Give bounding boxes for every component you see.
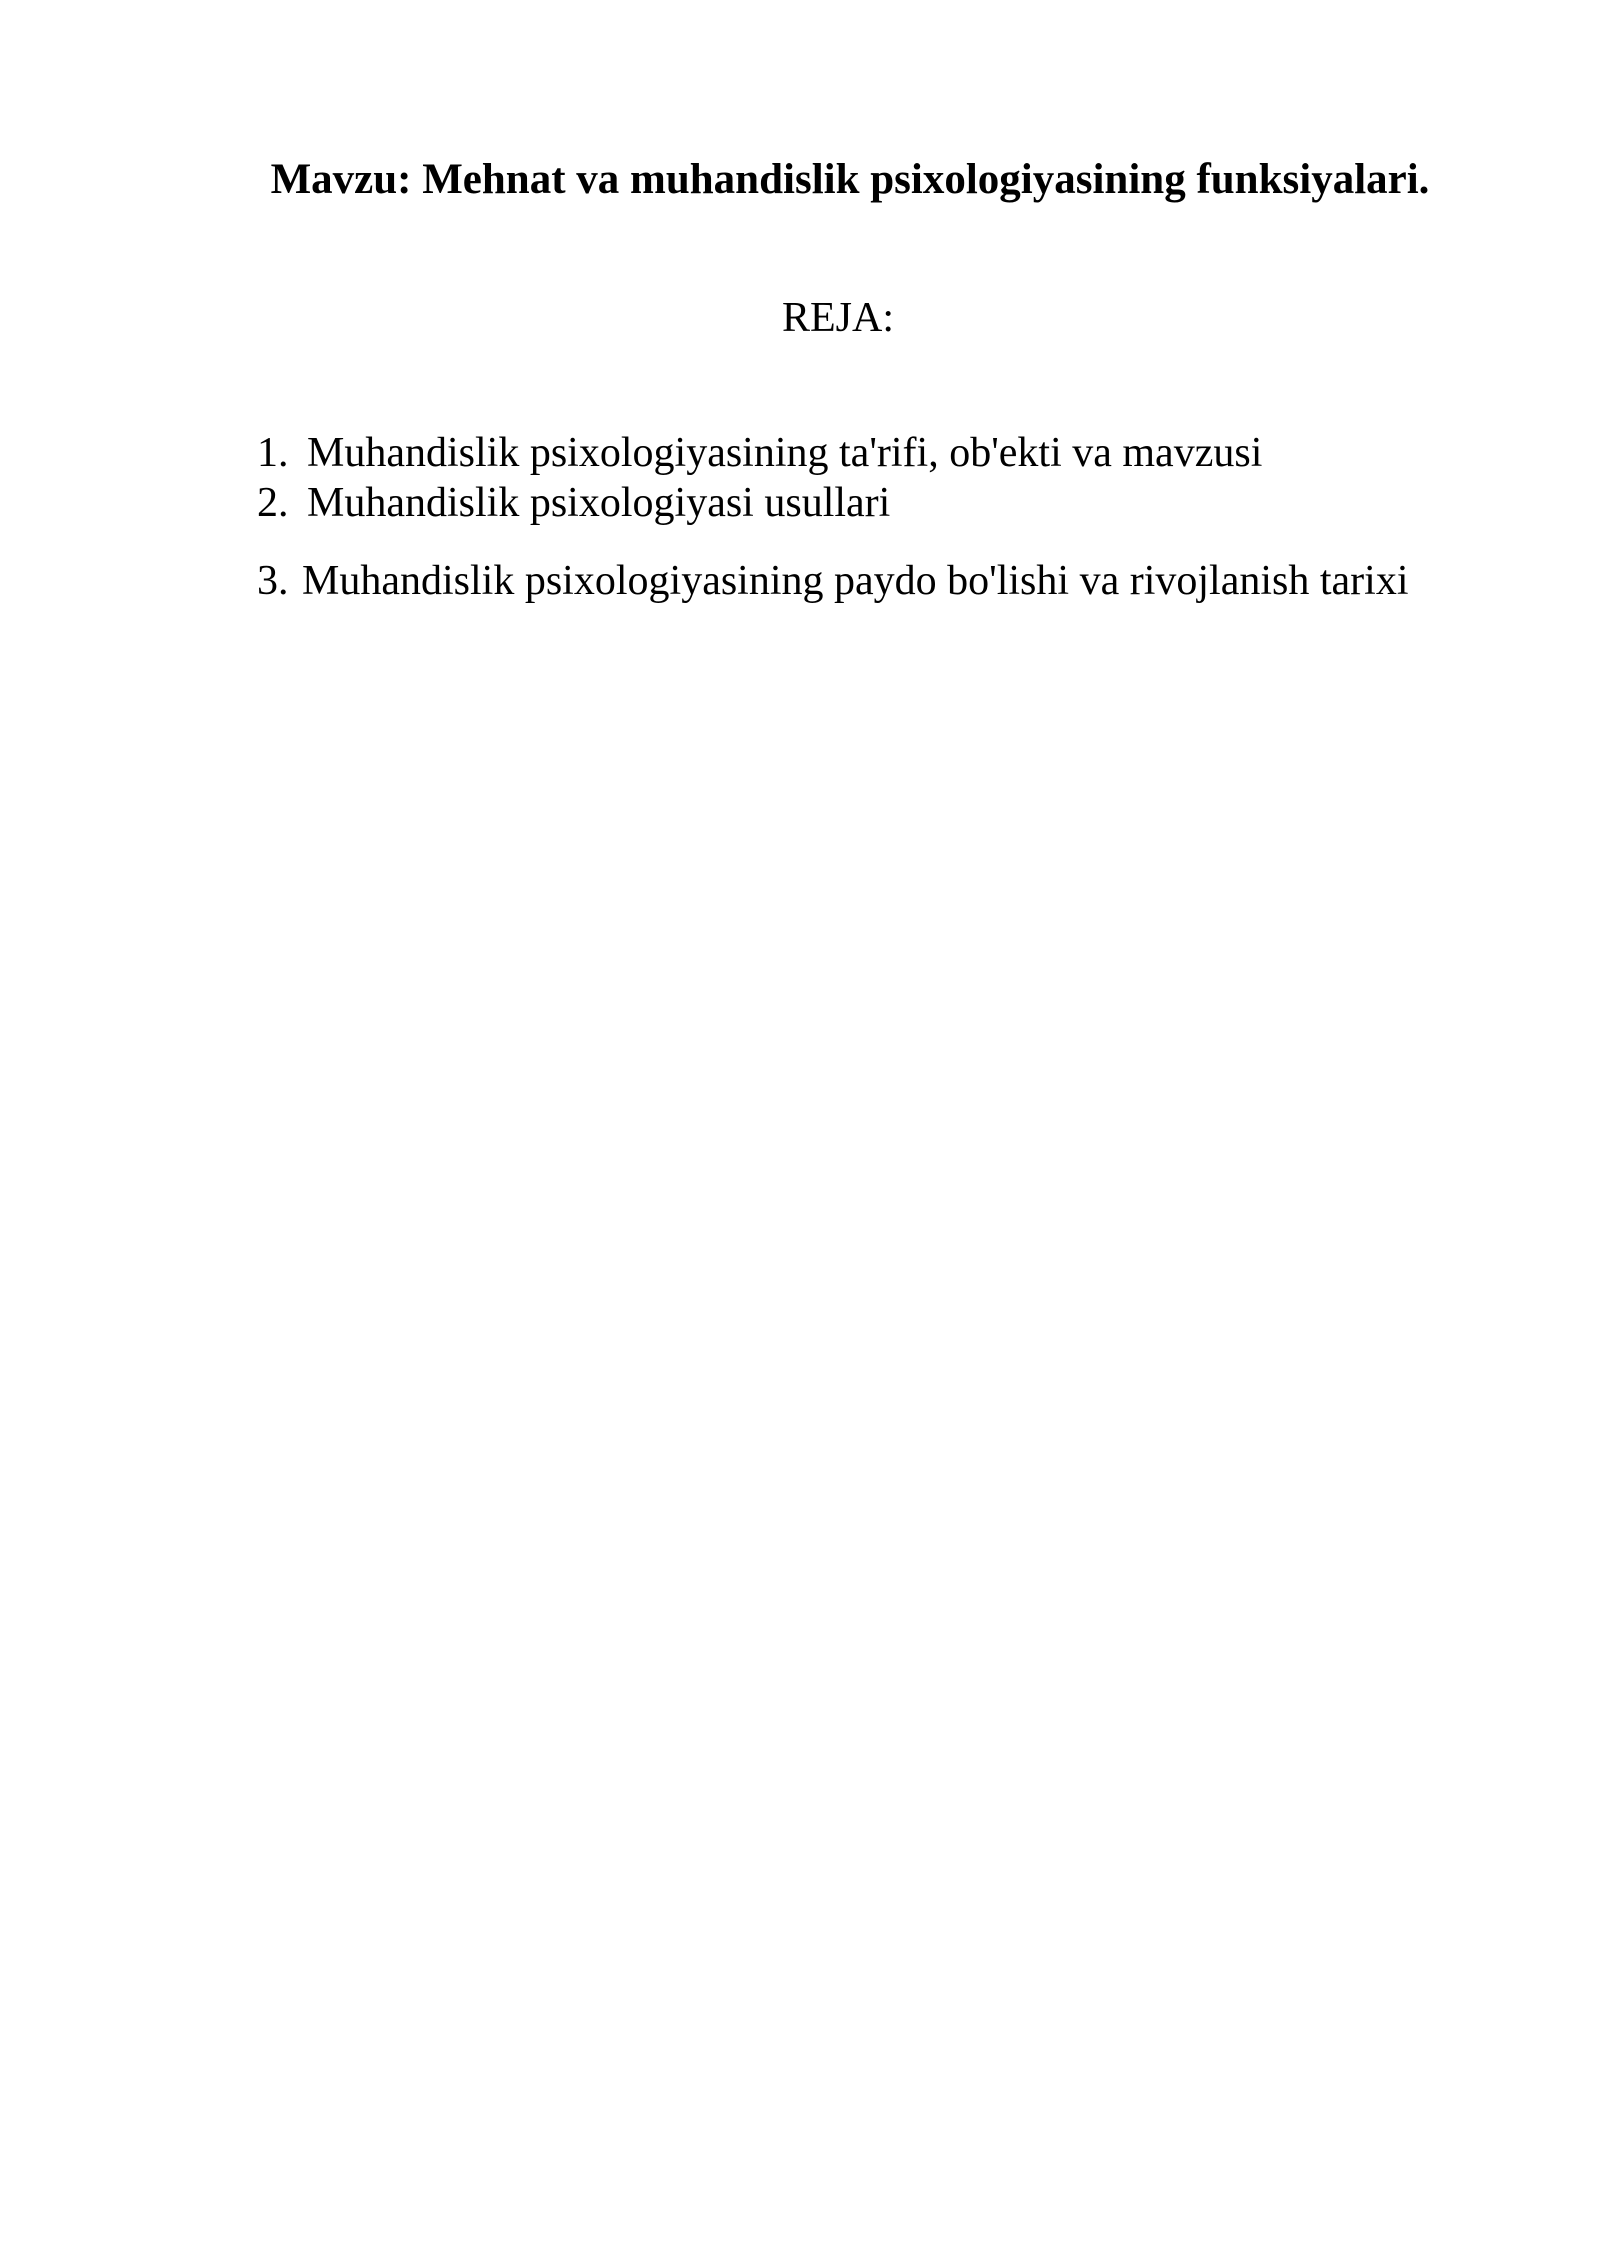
document-title: Mavzu: Mehnat va muhandislik psixologiyasining funksiyalari. <box>270 156 1430 203</box>
list-item-number: 1. <box>257 430 289 476</box>
list-item <box>257 556 1409 606</box>
plan-list <box>257 428 1409 606</box>
list-item-text: Muhandislik psixologiyasining ta'rifi, ob'ekti va mavzusi <box>307 430 1263 476</box>
list-item-text: Muhandislik psixologiyasi usullari <box>307 480 891 526</box>
list-item-text: Muhandislik psixologiyasining paydo bo'lishi va rivojlanish tarixi <box>302 558 1409 604</box>
list-item-number: 2. <box>257 480 289 526</box>
list-item-number: 3. <box>257 558 289 604</box>
list-item <box>257 428 1409 478</box>
plan-heading: REJA: <box>781 295 894 341</box>
list-item <box>257 478 1409 528</box>
